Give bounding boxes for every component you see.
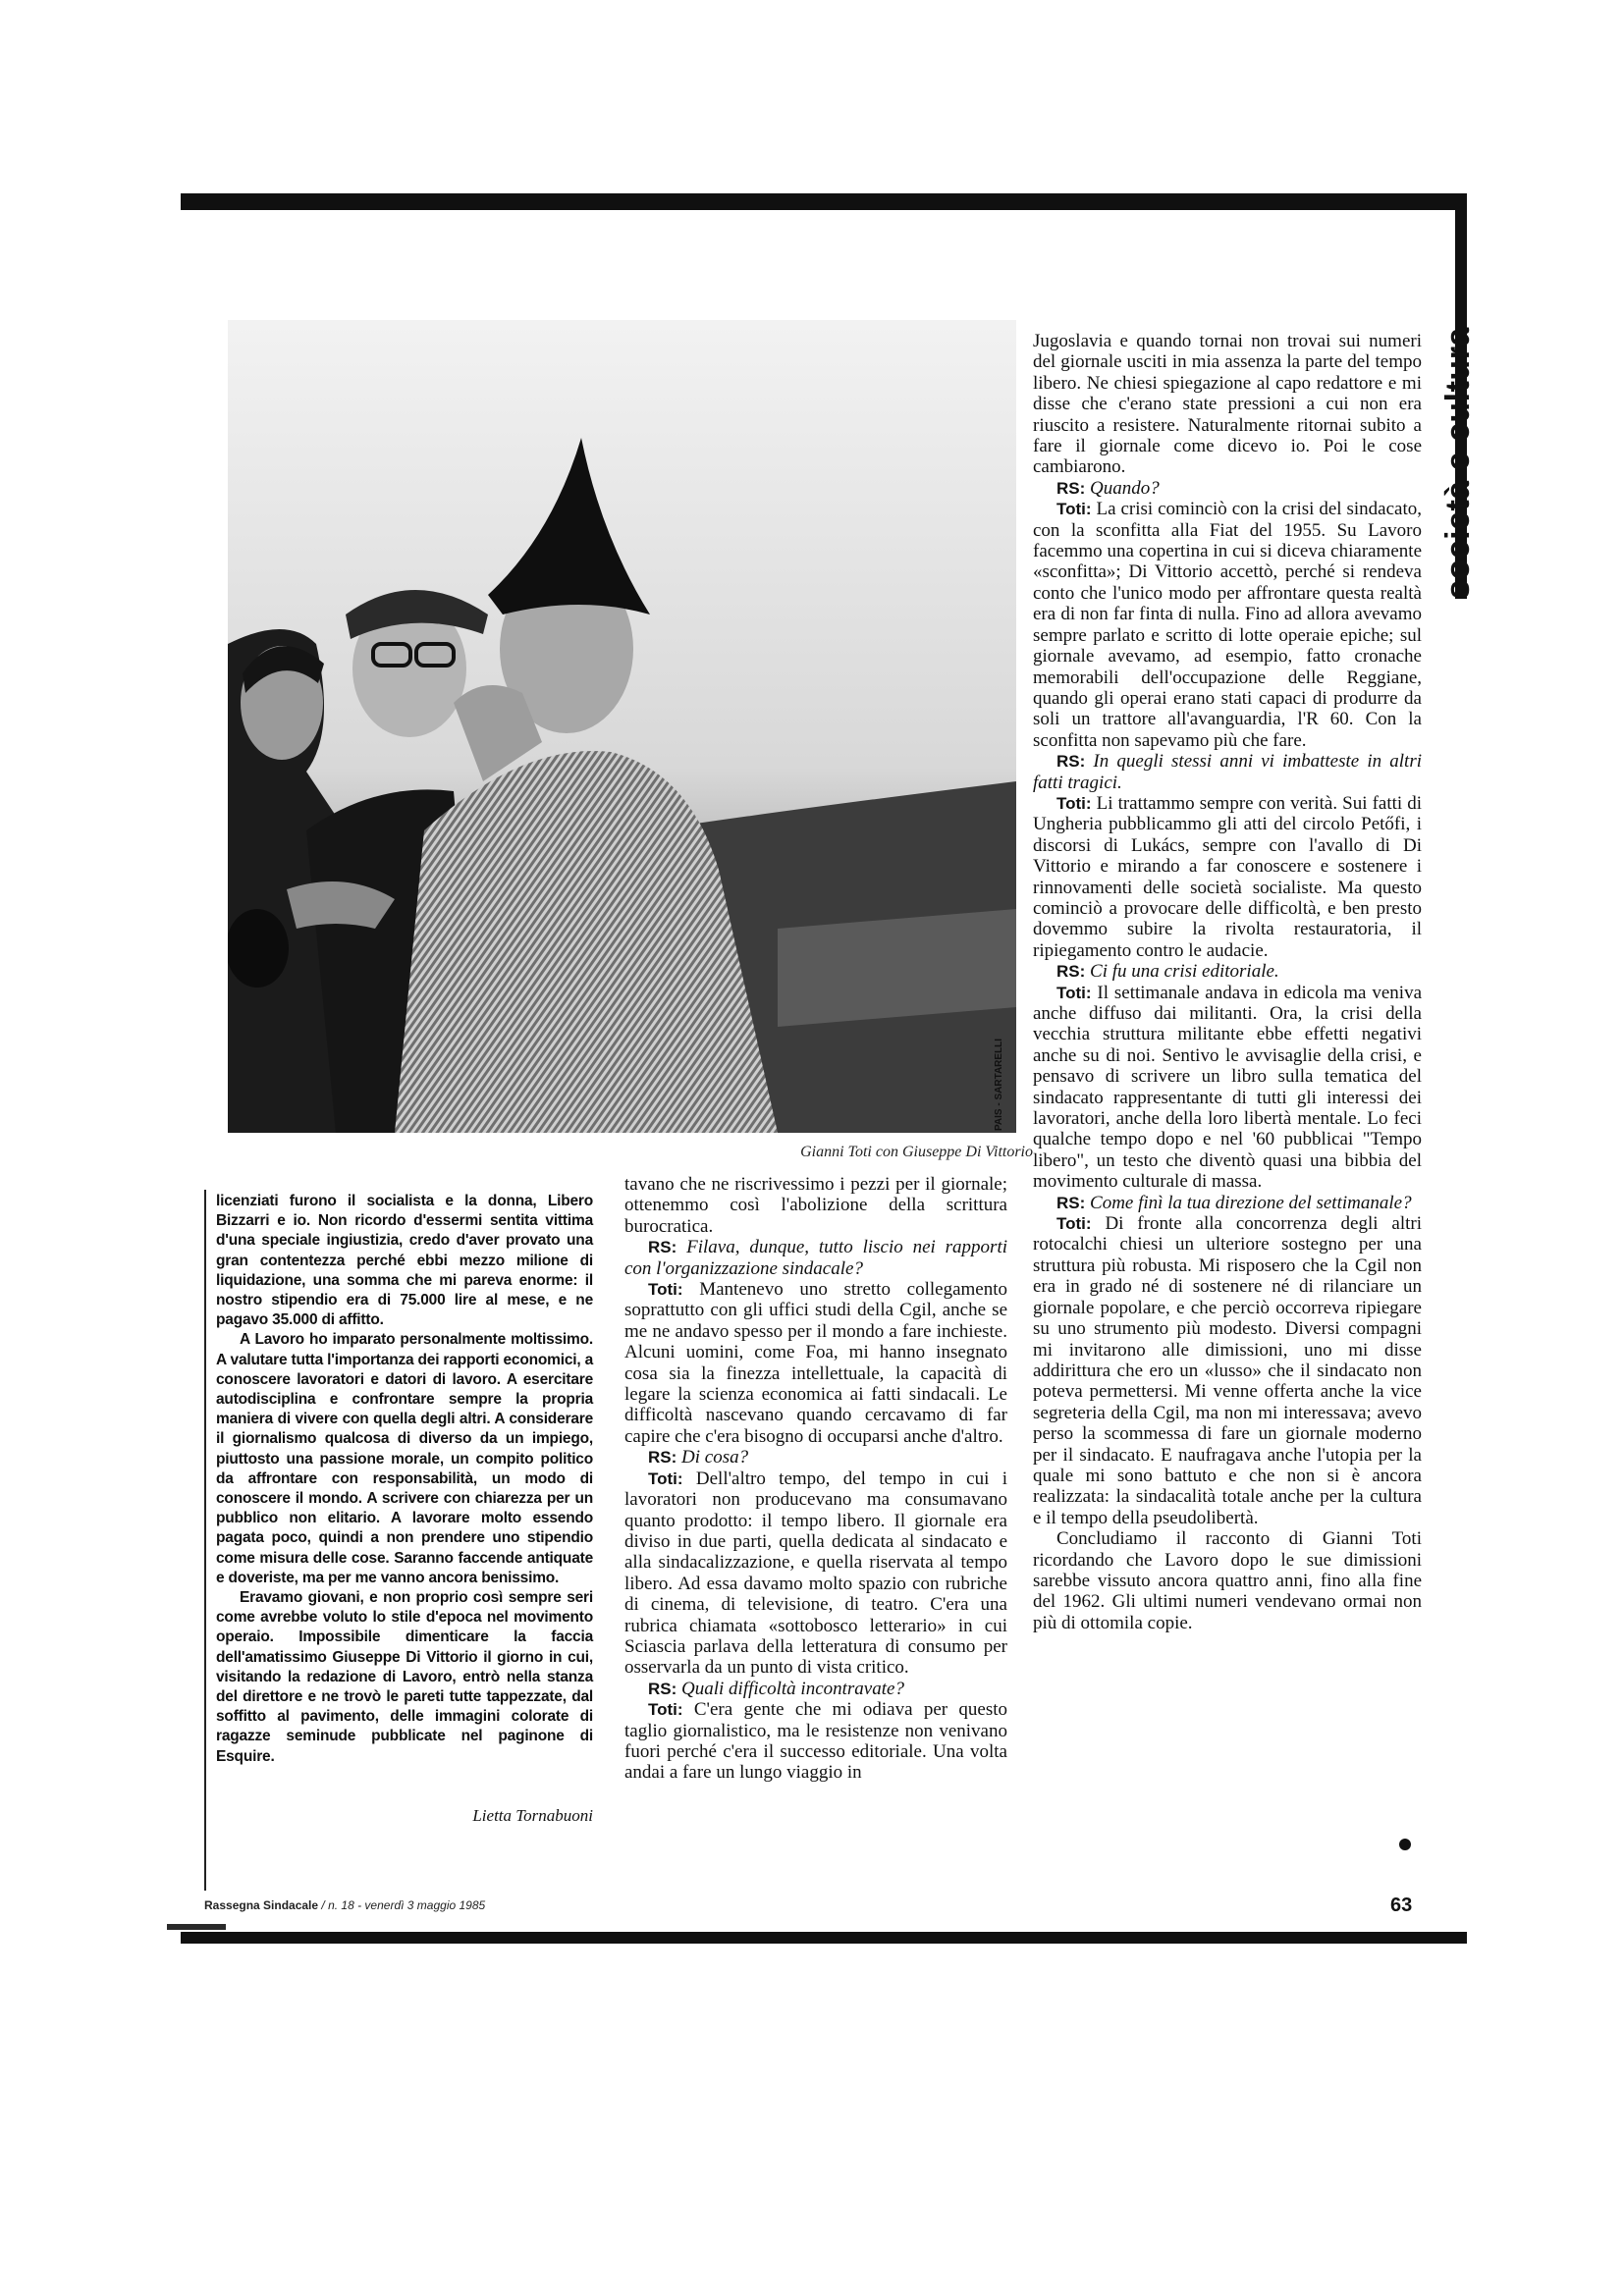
answer-text: Di fronte alla concorrenza degli altri rotocalchi chiesi un ulteriore sostegno per una struttura più robusta. Mi risposero che la Cgil non era in grado né di sostenere né di rilanciare un giornale popolare, e che perciò occorreva ripiegare su uno strumento più modesto. Diversi compagni mi invitarono alle dimissioni, uno mi disse addirittura che ero un «lusso» che il sindacato non poteva permettersi. Mi venne offerta anche la vice segreteria della Cgil, ma non mi interessava; avevo perso la scommessa di fare un giornale moderno per il sindacato. E naufragava anche l'utopia per la quale mi sono battuto e che non si è ancora realizzata: la sindacalità totale anche per la cultura e il tempo della pseudolibertà. [1033,1213,1422,1528]
question [624,1237,1007,1279]
top-rule [181,193,1467,210]
answer-text: C'era gente che mi odiava per questo taglio giornalistico, ma le resistenze non venivano fuori perché c'era il successo editoriale. Una volta andai a fare un lungo viaggio in [624,1699,1007,1784]
speaker-label: Toti: [648,1280,683,1300]
interview-column-2 [624,1174,1007,1784]
speaker-label: RS: [648,1238,677,1257]
answer-text: Il settimanale andava in edicola ma veniva anche diffuso dai militanti. Ora, la crisi della vecchia struttura militante ebbe effetti negativi anche su di noi. Sentivo le avvisaglie della crisi, e pensavo di scrivere un libro sulla tematica del sindacato rappresentante di tutti gli interessi dei lavoratori, anche della loro libertà mentale. Lo feci qualche tempo dopo e nel '60 pubblicai "Tempo libero", un testo che diventò quasi una bibbia del movimento culturale di massa. [1033,982,1422,1193]
paragraph: Jugoslavia e quando tornai non trovai sui numeri del giornale usciti in mia assenza la parte del tempo libero. Ne chiesi spiegazione al capo redattore e mi disse che c'erano state pressioni a cui non era riuscito a resistere. Naturalmente ritornai subito a fare il giornale come dicevo io. Poi le cose cambiarono. [1033,331,1422,478]
interview-column-3 [1033,331,1422,1633]
sidebar-column [216,1192,593,1767]
question-text: In quegli stessi anni vi imbatteste in altri fatti tragici. [1033,751,1422,793]
speaker-label: Toti: [648,1700,683,1720]
answer [624,1699,1007,1784]
end-bullet [1399,1839,1411,1850]
answer [1033,1213,1422,1528]
answer [624,1279,1007,1447]
question [1033,1193,1422,1213]
speaker-label: Toti: [1056,793,1092,813]
publication-name: Rassegna Sindacale [204,1898,319,1912]
question-text: Quando? [1090,477,1160,499]
question-text: Come finì la tua direzione del settimanale? [1090,1192,1412,1213]
answer-text: Mantenevo uno stretto collegamento soprattutto con gli uffici studi della Cgil, anche se me ne andavo spesso per il mondo a fare inchieste. Alcuni uomini, come Foa, mi hanno insegnato cosa sia la finezza intellettuale, la capacità di legare la scienza economica ai fatti sindacali. Le difficoltà nascevano quando cercavamo di far capire che c'era bisogno di occuparsi anche d'altro. [624,1279,1007,1447]
photo-caption: Gianni Toti con Giuseppe Di Vittorio [800,1144,1033,1160]
question-text: Quali difficoltà incontravate? [681,1678,904,1699]
sidebar-paragraph-3: Eravamo giovani, e non proprio così sempre seri come avrebbe voluto lo stile d'epoca nel movimento operaio. Impossibile dimenticare la faccia dell'amatissimo Giuseppe Di Vittorio il giorno in cui, visitando la redazione di Lavoro, entrò nella stanza del direttore e ne trovò le pareti tutte tappezzate, dal soffitto al pavimento, delle immagini colorate di ragazze seminude pubblicate nel paginone di Esquire. [216,1589,593,1765]
photo-illustration [228,320,1016,1133]
speaker-label: Toti: [1056,1214,1092,1234]
bottom-rule [181,1932,1467,1944]
issue-info: / n. 18 - venerdì 3 maggio 1985 [321,1898,486,1912]
sidebar-paragraph-2: A Lavoro ho imparato personalmente moltissimo. A valutare tutta l'importanza dei rapporti economici, a conoscere lavoratori e datori di lavoro. A esercitare autodisciplina e confrontare sempre la propria maniera di vivere con quella degli altri. A considerare il giornalismo qualcosa di diverso da un impiego, piuttosto una passione morale, un compito politico da affrontare con responsabilità, un modo di conoscere il mondo. A scrivere con chiarezza per un pubblico non elitario. A lavorare molto essendo pagata poco, quindi a non prendere uno stipendio come misura delle cose. Saranno faccende antiquate e doveriste, ma per me vanno ancora benissimo. [216,1331,593,1586]
speaker-label: RS: [648,1679,677,1698]
speaker-label: RS: [1056,1193,1086,1212]
speaker-label: RS: [1056,478,1086,498]
question-text: Filava, dunque, tutto liscio nei rapporti con l'organizzazione sindacale? [624,1237,1007,1279]
paragraph: tavano che ne riscrivessimo i pezzi per il giornale; ottenemmo così l'abolizione della scrittura burocratica. [624,1174,1007,1237]
speaker-label: Toti: [1056,500,1092,519]
answer-text: La crisi cominciò con la crisi del sindacato, con la sconfitta alla Fiat del 1955. Su Lavoro facemmo una copertina in cui si diceva chiaramente «sconfitta»; Di Vittorio accettò, perché si rendeva conto che l'unico modo per affrontare questa realtà era di non far finta di nulla. Fino ad allora avevamo sempre parlato e scritto di lotte operaie epiche; sul giornale avevamo, ad esempio, fatto cronache memorabili dell'occupazione delle Reggiane, quando gli operai erano stati capaci di produrre da soli un trattore all'avanguardia, l'R 60. Con la sconfitta non sapevamo più che fare. [1033,499,1423,751]
question [1033,751,1422,793]
speaker-label: RS: [1056,752,1086,772]
answer [1033,983,1422,1193]
page-footer [204,1898,485,1912]
answer-text: Li trattammo sempre con verità. Sui fatti di Ungheria pubblicammo gli atti del circolo Petőfi, i discorsi di Lukács, sempre con l'avallo di Di Vittorio e mirando a far conoscere e sostenere i rinnovamenti delle società socialiste. Ma questo cominciò a provocare delle difficoltà, e ben presto dovemmo subire la rivolta restauratoria, il ripiegamento contro le audacie. [1033,792,1423,961]
author-signature: Lietta Tornabuoni [472,1806,593,1825]
sidebar-paragraph-1: licenziati furono il socialista e la donna, Libero Bizzarri e io. Non ricordo d'essermi sentita vittima d'una speciale ingiustizia, credo d'aver provato una gran contentezza perché ebbi mezzo milione di liquidazione, una somma che mi pareva enorme: il nostro stipendio era di 75.000 lire al mese, e ne pagavo 35.000 di affitto. [216,1193,593,1329]
question-text: Ci fu una crisi editoriale. [1090,961,1279,983]
answer-text: Dell'altro tempo, del tempo in cui i lavoratori non producevano ma consumavano quanto prodotto: il tempo libero. Il giornale era diviso in due parti, quella dedicata al sindacato e alla sindacalizzazione, e quella riservata al tempo libero. Ad essa davamo molto spazio con rubriche di cinema, di televisione, di teatro. C'era una rubrica chiamata «sottobosco letterario» in cui Sciascia parlava della letteratura di consumo per osservarla da un punto di vista critico. [624,1468,1007,1679]
photo-credit: PAIS - SARTARELLI [994,1038,1004,1131]
question-text: Di cosa? [681,1447,749,1468]
question [1033,961,1422,982]
answer [1033,793,1422,961]
answer [1033,499,1422,751]
section-label: società e cultura [1439,327,1477,599]
page-number: 63 [1390,1895,1413,1916]
speaker-label: RS: [648,1448,677,1468]
question [624,1447,1007,1468]
question [1033,478,1422,499]
bottom-left-mark [167,1924,226,1930]
speaker-label: RS: [1056,962,1086,982]
answer [624,1468,1007,1679]
question [624,1679,1007,1699]
speaker-label: Toti: [1056,983,1092,1002]
section-tab [1434,294,1477,628]
closing-paragraph: Concludiamo il racconto di Gianni Toti ricordando che Lavoro dopo le sue dimissioni sarebbe vissuto ancora quattro anni, fino alla fine del 1962. Gli ultimi numeri vendevano ormai non più di ottomila copie. [1033,1528,1422,1633]
column-divider [204,1190,206,1891]
article-photo [228,320,1016,1133]
speaker-label: Toti: [648,1468,683,1488]
